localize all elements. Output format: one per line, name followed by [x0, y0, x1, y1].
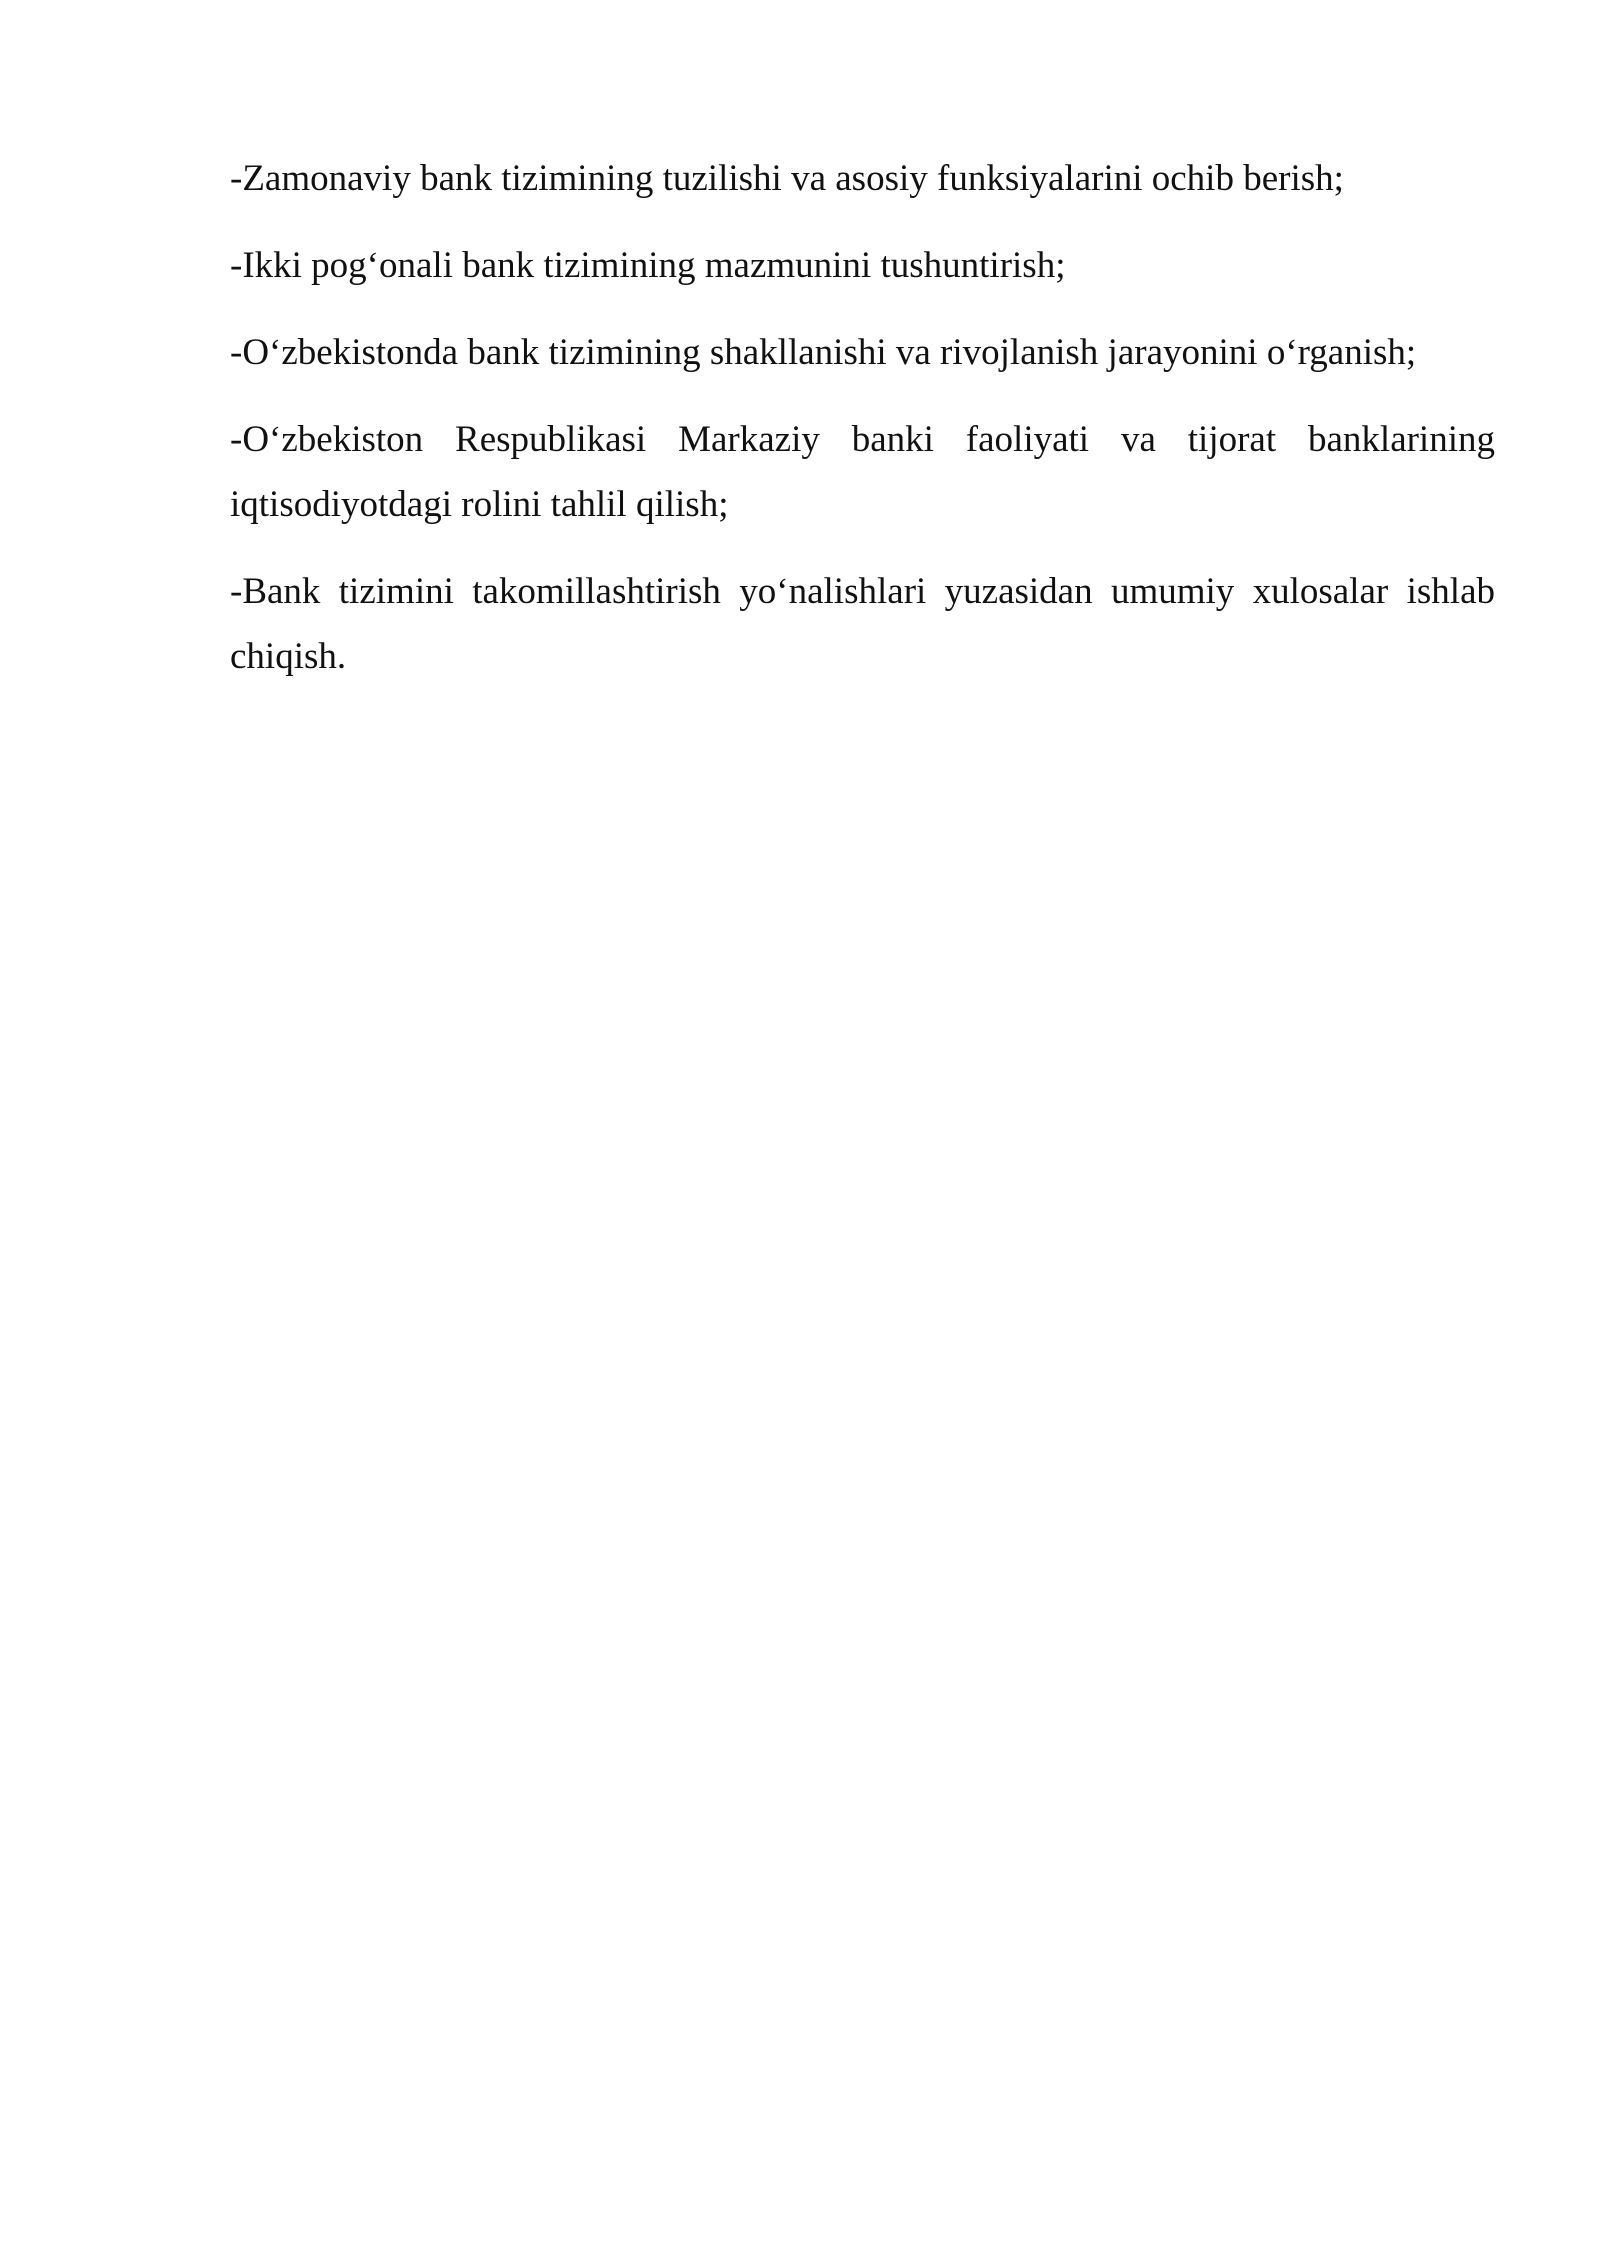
paragraph-objective-1: -Zamonaviy bank tizimining tuzilishi va asosiy funksiyalarini ochib berish; [230, 158, 1344, 199]
paragraph-objective-4: -O‘zbekiston Respublikasi Markaziy banki faoliyati va tijorat banklarining iqtisodiyotdagi rolini tahlil qilish; [230, 419, 1495, 525]
paragraph-objective-3: -O‘zbekistonda bank tizimining shakllanishi va rivojlanish jarayonini o‘rganish; [230, 332, 1417, 373]
paragraph-objective-5: -Bank tizimini takomillashtirish yo‘nalishlari yuzasidan umumiy xulosalar ishlab chiqish. [230, 571, 1495, 677]
document-body [230, 146, 1495, 711]
paragraph-objective-2: -Ikki pog‘onali bank tizimining mazmunini tushuntirish; [230, 245, 1066, 286]
